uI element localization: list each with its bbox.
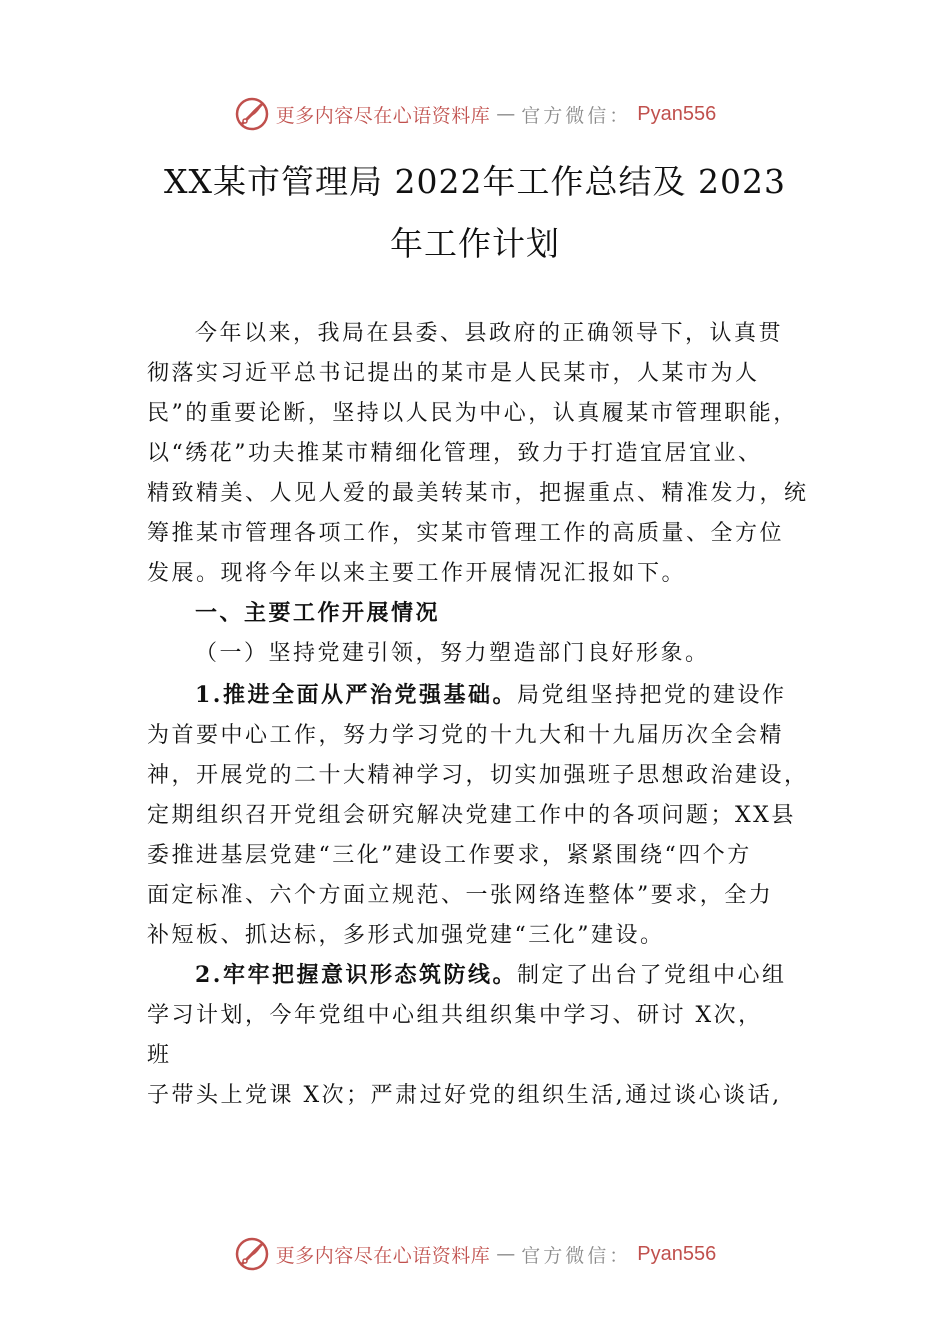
watermark-wechat-id: Pyan556: [637, 102, 717, 125]
item-2-line: 学习计划，今年党组中心组共组织集中学习、研讨 X次，: [147, 1003, 763, 1028]
item-1-lead: 1.推进全面从严治党强基础。: [195, 682, 517, 708]
intro-line: 发展。现将今年以来主要工作开展情况汇报如下。: [147, 561, 687, 586]
item-2-first-line: [195, 958, 786, 989]
item-1-line: 委推进基层党建“三化”建设工作要求，紧紧围绕“四个方: [147, 843, 752, 868]
intro-line: 精致精美、人见人爱的最美转某市，把握重点、精准发力，统: [147, 481, 809, 506]
item-1-first-line: [195, 678, 786, 709]
quill-logo-icon: [234, 96, 270, 132]
item-1-line: 神，开展党的二十大精神学习，切实加强班子思想政治建设，: [147, 763, 809, 788]
intro-line: 彻落实习近平总书记提出的某市是人民某市，人某市为人: [147, 361, 760, 386]
document-title-line-1: XX某市管理局 2022年工作总结及 2023: [164, 162, 786, 201]
item-1-line: 定期组织召开党组会研究解决党建工作中的各项问题；XX县: [147, 803, 796, 828]
intro-line: 以“绣花”功夫推某市精细化管理，致力于打造宜居宜业、: [147, 441, 763, 466]
item-2-line: 班: [147, 1043, 172, 1068]
intro-line: 今年以来，我局在县委、县政府的正确领导下，认真贯: [195, 321, 784, 346]
watermark-header: [0, 96, 950, 132]
quill-logo-icon: [234, 1236, 270, 1272]
watermark-text: 更多内容尽在心语资料库: [275, 104, 491, 127]
subsection-heading: （一）坚持党建引领，努力塑造部门良好形象。: [195, 641, 710, 666]
item-1-first-rest: 局党组坚持把党的建设作: [516, 683, 787, 708]
item-2-lead: 2.牢牢把握意识形态筑防线。: [195, 962, 517, 988]
watermark-footer: [0, 1236, 950, 1272]
watermark-text: 更多内容尽在心语资料库: [275, 1244, 491, 1267]
item-1-line: 补短板、抓达标，多形式加强党建“三化”建设。: [147, 923, 665, 948]
watermark-label: 官方微信：: [521, 1244, 632, 1267]
item-1-line: 为首要中心工作，努力学习党的十九大和十九届历次全会精: [147, 723, 785, 748]
intro-line: 民”的重要论断，坚持以人民为中心，认真履某市管理职能，: [147, 401, 798, 426]
watermark-label: 官方微信：: [521, 104, 632, 127]
watermark-dash: —: [496, 103, 516, 125]
document-title-line-2: 年工作计划: [390, 224, 560, 263]
item-2-first-rest: 制定了出台了党组中心组: [516, 963, 787, 988]
item-1-line: 面定标准、六个方面立规范、一张网络连整体”要求，全力: [147, 883, 774, 908]
intro-line: 筹推某市管理各项工作，实某市管理工作的高质量、全方位: [147, 521, 785, 546]
item-2-line: 子带头上党课 X次；严肃过好党的组织生活,通过谈心谈话,: [147, 1083, 782, 1108]
watermark-dash: —: [496, 1243, 516, 1265]
watermark-wechat-id: Pyan556: [637, 1242, 717, 1265]
section-heading: 一、主要工作开展情况: [195, 600, 441, 626]
